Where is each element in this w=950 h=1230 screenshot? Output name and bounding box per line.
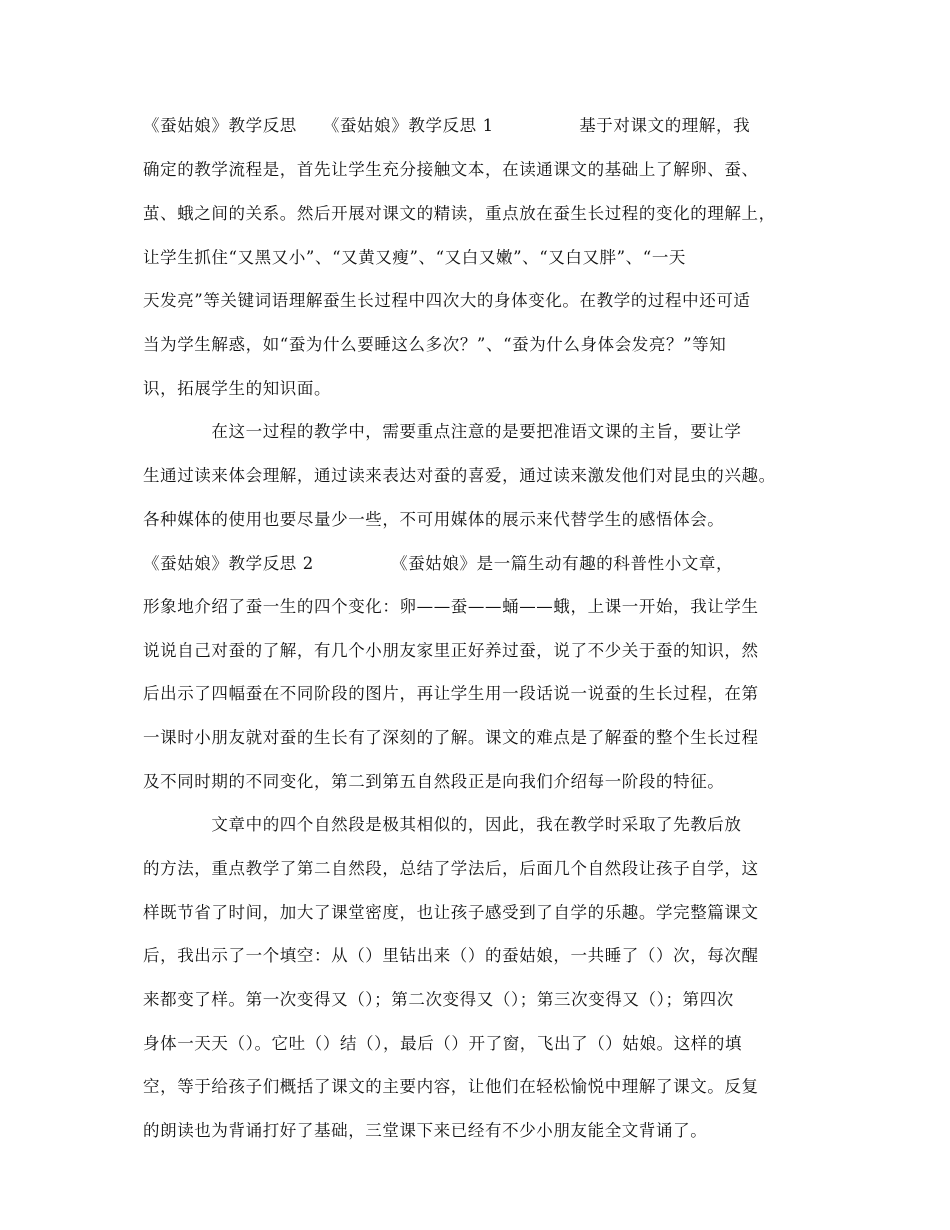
text-line: 空，等于给孩子们概括了课文的主要内容，让他们在轻松愉悦中理解了课文。反复 (143, 1077, 759, 1096)
text-line: 当为学生解惑，如“蚕为什么要睡这么多次？”、“蚕为什么身体会发亮？”等知 (143, 335, 727, 354)
text-line: 茧、蛾之间的关系。然后开展对课文的精读，重点放在蚕生长过程的变化的理解上， (143, 204, 776, 223)
text-line: 一课时小朋友就对蚕的生长有了深刻的了解。课文的难点是了解蚕的整个生长过程 (143, 728, 759, 747)
text-line: 及不同时期的不同变化，第二到第五自然段正是向我们介绍每一阶段的特征。 (143, 772, 725, 791)
text-line: 在这一过程的教学中，需要重点注意的是要把准语文课的主旨，要让学 (143, 422, 742, 441)
text-line: 说说自己对蚕的了解，有几个小朋友家里正好养过蚕，说了不少关于蚕的知识，然 (143, 641, 759, 660)
text-line: 生通过读来体会理解，通过读来表达对蚕的喜爱，通过读来激发他们对昆虫的兴趣。 (143, 466, 776, 485)
text-line: 天发亮”等关键词语理解蚕生长过程中四次大的身体变化。在教学的过程中还可适 (143, 291, 751, 310)
text-line: 后出示了四幅蚕在不同阶段的图片，再让学生用一段话说一说蚕的生长过程，在第 (143, 684, 759, 703)
text-line: 的朗读也为背诵打好了基础，三堂课下来已经有不少小朋友能全文背诵了。 (143, 1121, 708, 1140)
text-line: 识，拓展学生的知识面。 (143, 379, 332, 398)
text-line: 形象地介绍了蚕一生的四个变化：卵——蚕——蛹——蛾，上课一开始，我让学生 (143, 597, 759, 616)
text-line: 《蚕姑娘》教学反思 2 《蚕姑娘》是一篇生动有趣的科普性小文章， (143, 554, 734, 573)
text-line: 让学生抓住“又黑又小”、“又黄又瘦”、“又白又嫩”、“又白又胖”、“一天 (143, 248, 687, 267)
text-line: 各种媒体的使用也要尽量少一些，不可用媒体的展示来代替学生的感悟体会。 (143, 510, 725, 529)
text-line: 的方法，重点教学了第二自然段，总结了学法后，后面几个自然段让孩子自学，这 (143, 859, 759, 878)
text-line: 《蚕姑娘》教学反思 《蚕姑娘》教学反思 1 基于对课文的理解，我 (143, 116, 751, 135)
text-line: 后，我出示了一个填空：从（）里钻出来（）的蚕姑娘，一共睡了（）次，每次醒 (143, 946, 759, 965)
text-line: 文章中的四个自然段是极其相似的，因此，我在教学时采取了先教后放 (143, 815, 742, 834)
text-line: 确定的教学流程是，首先让学生充分接触文本，在读通课文的基础上了解卵、蚕、 (143, 160, 759, 179)
text-line: 身体一天天（）。它吐（）结（），最后（）开了窗，飞出了（）姑娘。这样的填 (143, 1034, 743, 1053)
text-line: 来都变了样。第一次变得又（）；第二次变得又（）；第三次变得又（）；第四次 (143, 990, 734, 1009)
text-line: 样既节省了时间，加大了课堂密度，也让孩子感受到了自学的乐趣。学完整篇课文 (143, 903, 759, 922)
